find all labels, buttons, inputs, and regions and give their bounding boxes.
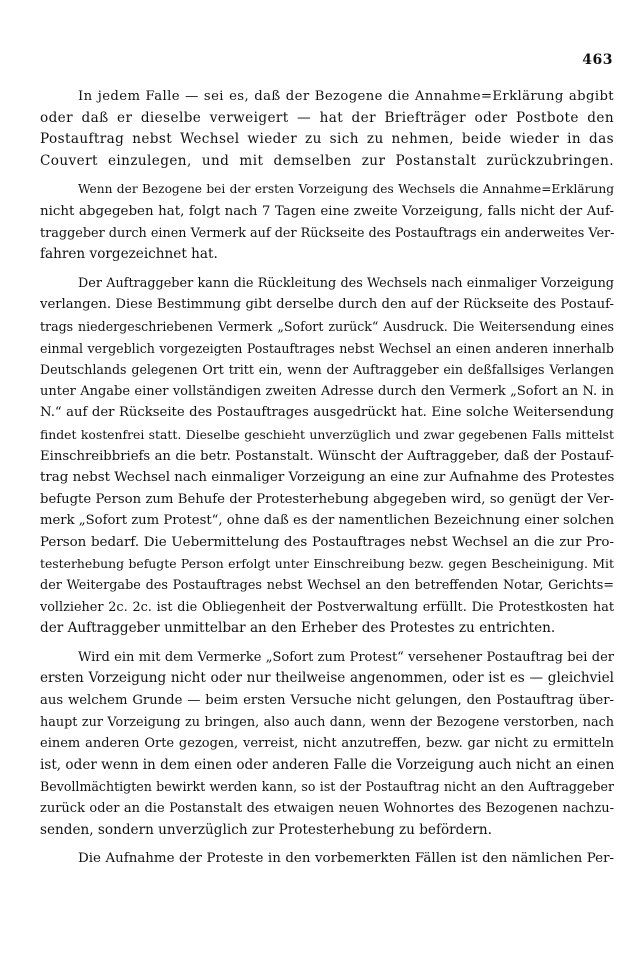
text-line: fahren vorgezeichnet hat. (40, 246, 218, 263)
text-line: Couvert einzulegen, und mit demselben zur Postanstalt zurückzubringen. (40, 152, 614, 169)
paragraph (40, 179, 614, 265)
text-line: testerhebung befugte Person erfolgt unter Einschreibung bezw. gegen Bescheinigung. Mit (40, 556, 614, 572)
text-line: ist, oder wenn in dem einen oder anderen Falle die Vorzeigung auch nicht an einen (40, 756, 614, 773)
text-line: Der Auftraggeber kann die Rückleitung des Wechsels nach einmaliger Vorzeigung (78, 275, 614, 291)
text-line: Wird ein mit dem Vermerke „Sofort zum Protest“ versehener Postauftrag bei der (78, 649, 614, 665)
paragraph (40, 273, 614, 640)
text-line: Die Aufnahme der Proteste in den vorbemerkten Fällen ist den nämlichen Per- (78, 851, 614, 867)
text-line: vollzieher 2c. 2c. ist die Obliegenheit der Postverwaltung erfüllt. Die Protestkosten hat (40, 599, 614, 615)
text-line: einem anderen Orte gezogen, verreist, nicht anzutreffen, bezw. gar nicht zu ermitteln (40, 736, 614, 752)
page-number: 463 (582, 52, 613, 68)
text-line: aus welchem Grunde — beim ersten Versuche nicht gelungen, den Postauftrag über- (40, 693, 614, 709)
paragraph (40, 848, 614, 870)
text-line: oder daß er dieselbe verweigert — hat der Briefträger oder Postbote den (40, 109, 614, 126)
text-line: findet kostenfrei statt. Dieselbe geschieht unverzüglich und zwar gegebenen Falls mittelst (40, 426, 614, 442)
text-line: der Weitergabe des Postauftrages nebst Wechsel an den betreffenden Notar, Gerichts= (40, 578, 614, 594)
text-line: verlangen. Diese Bestimmung gibt derselbe durch den auf der Rückseite des Postauf- (40, 297, 614, 313)
text-line: befugte Person zum Behufe der Protesterhebung abgegeben wird, so genügt der Ver- (40, 491, 614, 507)
text-line: haupt zur Vorzeigung zu bringen, also auch dann, wenn der Bezogene verstorben, nach (40, 714, 614, 730)
text-line: merk „Sofort zum Protest“, ohne daß es der namentlichen Bezeichnung einer solchen (40, 513, 614, 529)
text-line: Bevollmächtigten bewirkt werden kann, so ist der Postauftrag nicht an den Auftraggeber (40, 779, 614, 795)
text-line: unter Angabe einer vollständigen zweiten Adresse durch den Vermerk „Sofort an N. in (40, 383, 614, 399)
text-line: N.“ auf der Rückseite des Postauftrages ausgedrückt hat. Eine solche Weitersendung (40, 405, 614, 421)
text-line: ersten Vorzeigung nicht oder nur theilweise angenommen, oder ist es — gleichviel (40, 670, 614, 687)
text-line: traggeber durch einen Vermerk auf der Rückseite des Postauftrags ein anderweites Ver- (40, 225, 614, 241)
paragraph (40, 86, 614, 172)
text-line: nicht abgegeben hat, folgt nach 7 Tagen eine zweite Vorzeigung, falls nicht der Auf- (40, 203, 614, 219)
text-line: trag nebst Wechsel nach einmaliger Vorzeigung an eine zur Aufnahme des Protestes (40, 470, 614, 486)
document-body (40, 86, 614, 877)
text-line: Deutschlands gelegenen Ort tritt ein, wenn der Auftraggeber ein deßfallsiges Verlangen (40, 362, 614, 378)
text-line: In jedem Falle — sei es, daß der Bezogene die Annahme=Erklärung abgibt (78, 89, 614, 104)
paragraph (40, 647, 614, 841)
text-line: zurück oder an die Postanstalt des etwaigen neuen Wohnortes des Bezogenen nachzu- (40, 801, 614, 816)
text-line: Postauftrag nebst Wechsel wieder zu sich zu nehmen, beide wieder in das (40, 131, 614, 148)
text-line: Person bedarf. Die Uebermittelung des Postauftrages nebst Wechsel an die zur Pro- (40, 534, 614, 550)
text-line: Wenn der Bezogene bei der ersten Vorzeigung des Wechsels die Annahme=Erklärung (78, 182, 614, 197)
text-line: der Auftraggeber unmittelbar an den Erheber des Protestes zu entrichten. (40, 620, 556, 637)
text-line: einmal vergeblich vorgezeigten Postauftrages nebst Wechsel an einen anderen innerhalb (40, 340, 614, 356)
text-line: trags niedergeschriebenen Vermerk „Sofort zurück“ Ausdruck. Die Weitersendung eines (40, 318, 614, 334)
text-line: senden, sondern unverzüglich zur Protesterhebung zu befördern. (40, 821, 492, 838)
text-line: Einschreibbriefs an die betr. Postanstalt. Wünscht der Auftraggeber, daß der Postauf- (40, 448, 614, 464)
